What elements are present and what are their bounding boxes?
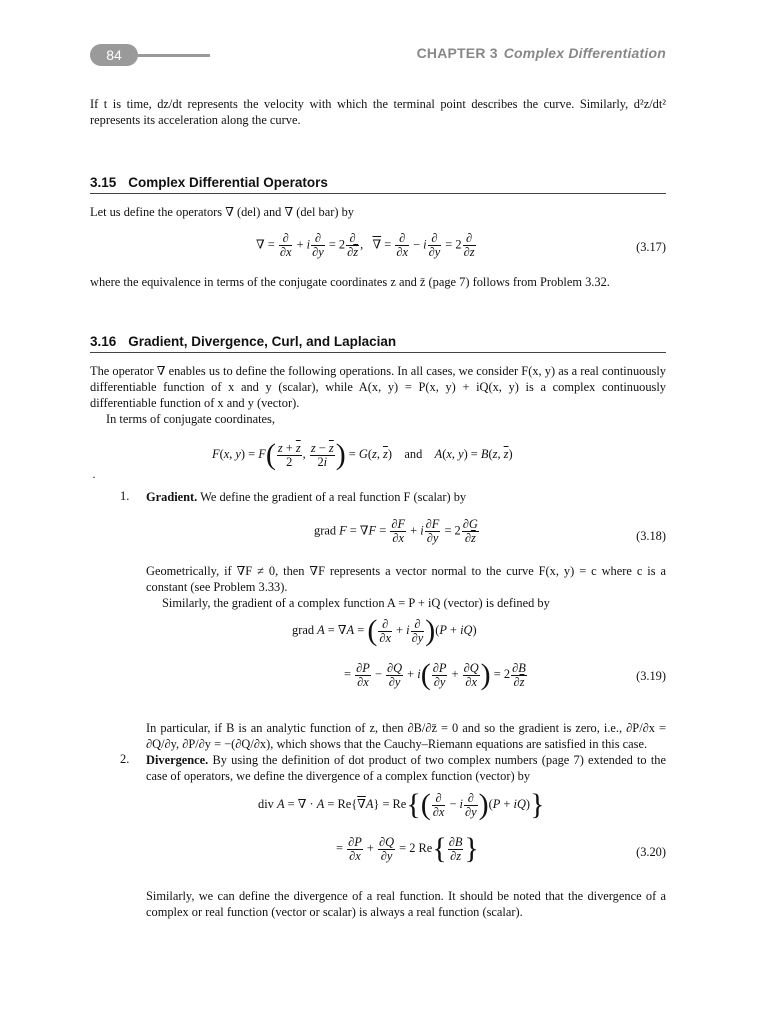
item-2-title: Divergence.: [146, 753, 209, 767]
item-2-intro: [146, 752, 666, 784]
equation-3-18: grad F = ∇F = $\frac{\partial F}{\partial x}$ + i $\frac{\partial F}{\partial y}$ = 2 $\frac{\partial G}{\partial\overline{z}}$: [314, 517, 478, 545]
page-number: 84: [90, 44, 138, 66]
section-heading-3-15: [90, 175, 666, 194]
item-1-particular: In particular, if B is an analytic function of z, then ∂B/∂z̄ = 0 and so the gradient is zero, i.e., ∂P/∂x = ∂Q/∂y, ∂P/∂y = −(∂Q/∂x), which shows that the Cauchy–Riemann equations are satisfied in this case.: [146, 721, 666, 751]
section-3-16-para2: In terms of conjugate coordinates,: [106, 412, 275, 426]
section-number: 3.15: [90, 175, 117, 190]
intro-paragraph: If t is time, dz/dt represents the velocity with which the terminal point describes the curve. Similarly, d²z/dt² represents its acceleration along the curve.: [90, 97, 666, 127]
equation-conjugate: F(x, y) = F( $\frac{z + \overline{z}}{2}$ , $\frac{z - \overline{z}}{2i}$ ) = G(z, $\overline{z}$) and A(x, y) = B(z, $\overline{z}$): [212, 438, 513, 471]
section-title: Complex Differential Operators: [128, 175, 328, 190]
section-title: Gradient, Divergence, Curl, and Laplacian: [128, 334, 397, 349]
running-header: [417, 45, 666, 61]
chapter-label: CHAPTER 3: [416, 45, 498, 61]
item-2-text: By using the definition of dot product of two complex numbers (page 7) extended to the case of operators, we define the divergence of a complex function (vector) by: [146, 753, 666, 783]
eq-number-3-19: (3.19): [636, 669, 666, 683]
section-heading-3-16: [90, 334, 666, 353]
item-1-text: We define the gradient of a real function F (scalar) by: [200, 490, 467, 504]
equation-3-20: = $\frac{\partial P}{\partial x}$ + $\frac{\partial Q}{\partial y}$ = 2 Re{ $\frac{\partial B}{\partial z}$ }: [336, 832, 479, 865]
eq-number-3-17: (3.17): [636, 240, 666, 254]
conj-and: and: [404, 446, 423, 461]
item-1-intro: [146, 489, 666, 505]
eq-number-3-20: (3.20): [636, 845, 666, 859]
item-1-geom: Geometrically, if ∇F ≠ 0, then ∇F represents a vector normal to the curve F(x, y) = c where c is a constant (see Problem 3.33).: [146, 564, 666, 594]
section-3-16-para1: The operator ∇ enables us to define the following operations. In all cases, we consider F(x, y) as a real continuously differentiable function of x and y (scalar), while A(x, y) = P(x, y) + iQ(x, y) is a complex continuously differentiable function of x and y (vector).: [90, 364, 666, 410]
equation-3-17: ∇ = $\frac{\partial}{\partial x}$ + i $\frac{\partial}{\partial y}$ = 2 $\frac{\partial}{\partial\overline{z}}$ , ∇ = $\frac{\partial}{\partial x}$ − i $\frac{\partial}{\partial y}$ = 2 $\frac{\partial}{\partial z}$: [256, 231, 475, 259]
item-2-closing: Similarly, we can define the divergence of a real function. It should be noted that the divergence of a complex or real function (vector or scalar) is always a real function (scalar).: [146, 889, 666, 919]
equation-div-a: div A = ∇ · A = Re{∇A} = Re{( $\frac{\partial}{\partial x}$ − i $\frac{\partial}{\partial y}$ )(P + iQ)}: [258, 788, 545, 821]
equation-3-19: = $\frac{\partial P}{\partial x}$ − $\frac{\partial Q}{\partial y}$ + i( $\frac{\partial P}{\partial y}$ + $\frac{\partial Q}{\partial x}$ ) = 2 $\frac{\partial B}{\partial\overline{z}}$: [344, 658, 526, 691]
header-rule: [136, 54, 210, 57]
section-3-15-intro: Let us define the operators ∇ (del) and ∇̄ (del bar) by: [90, 205, 354, 219]
stray-dot: ·: [92, 470, 96, 484]
item-1-number: 1.: [120, 489, 130, 503]
section-number: 3.16: [90, 334, 117, 349]
item-1-similar: Similarly, the gradient of a complex function A = P + iQ (vector) is defined by: [162, 596, 550, 610]
item-2-number: 2.: [120, 752, 130, 766]
chapter-title: Complex Differentiation: [503, 45, 666, 61]
eq-number-3-18: (3.18): [636, 529, 666, 543]
equation-grad-a: grad A = ∇A = ( $\frac{\partial}{\partial x}$ + i $\frac{\partial}{\partial y}$ )(P + iQ): [292, 614, 477, 647]
section-3-15-after: where the equivalence in terms of the conjugate coordinates z and z̄ (page 7) follows from Problem 3.32.: [90, 275, 610, 289]
item-1-title: Gradient.: [146, 490, 198, 504]
